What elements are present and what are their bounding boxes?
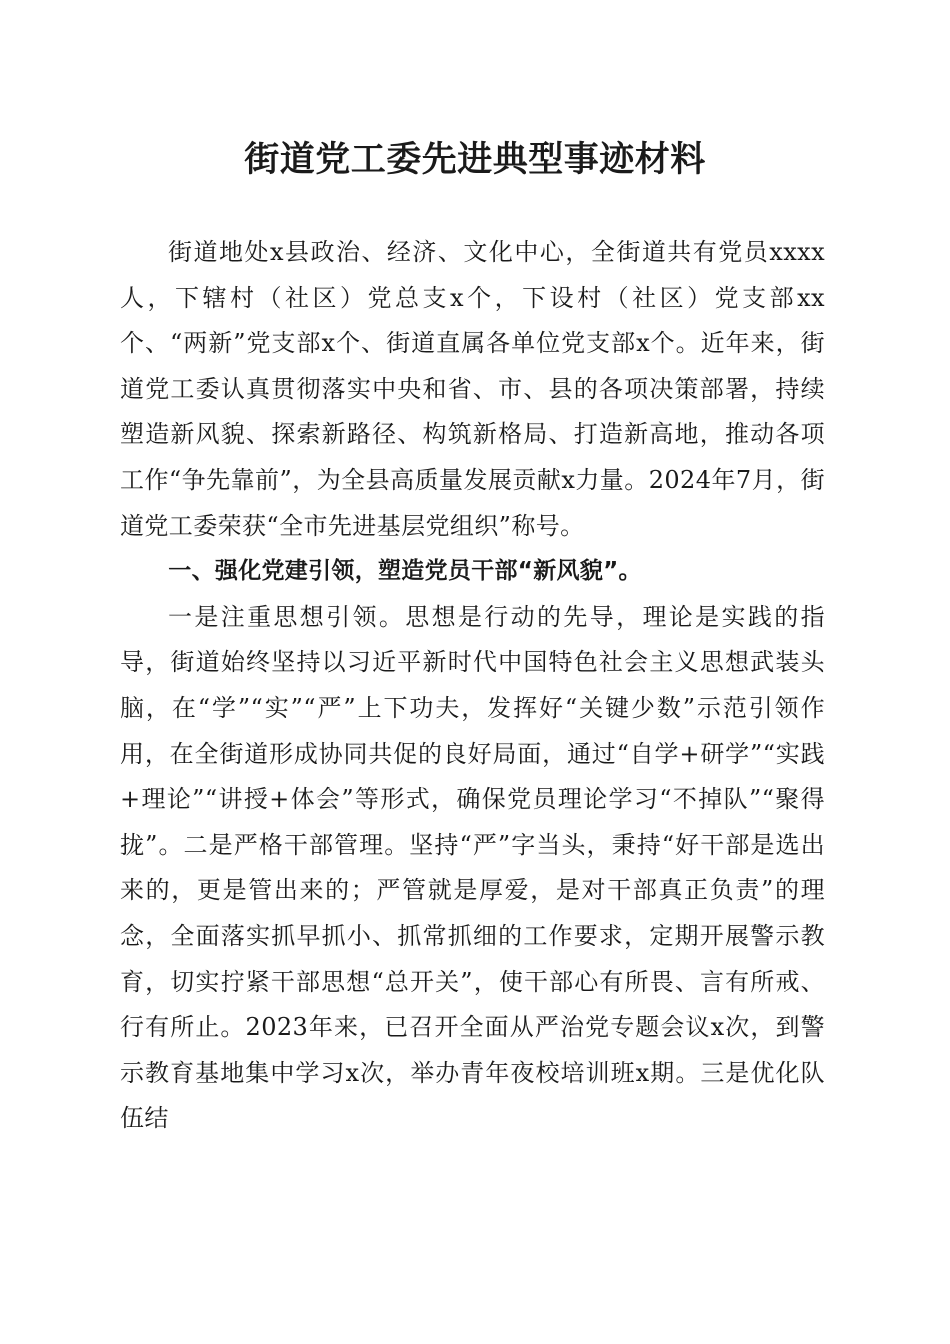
- document-title: 街道党工委先进典型事迹材料: [244, 139, 706, 180]
- section-heading-1: 一、强化党建引领，塑造党员干部“新风貌”。: [168, 558, 642, 585]
- section-1-paragraph: 一是注重思想引领。思想是行动的先导，理论是实践的指导，街道始终坚持以习近平新时代中国特色社会主义思想武装头脑，在“学”“实”“严”上下功夫，发挥好“关键少数”示范引领作用，在全街道形成协同共促的良好局面，通过“自学+研学”“实践+理论”“讲授+体会”等形式，确保党员理论学习“不掉队”“聚得拢”。二是严格干部管理。坚持“严”字当头，秉持“好干部是选出来的，更是管出来的；严管就是厚爱，是对干部真正负责”的理念，全面落实抓早抓小、抓常抓细的工作要求，定期开展警示教育，切实拧紧干部思想“总开关”，使干部心有所畏、言有所戒、行有所止。2023年来，已召开全面从严治党专题会议x次，到警示教育基地集中学习x次，举办青年夜校培训班x期。三是优化队伍结: [120, 602, 825, 1133]
- document-body: [120, 230, 825, 1142]
- intro-paragraph: 街道地处x县政治、经济、文化中心，全街道共有党员xxxx人，下辖村（社区）党总支x个，下设村（社区）党支部xx个、“两新”党支部x个、街道直属各单位党支部x个。近年来，街道党工委认真贯彻落实中央和省、市、县的各项决策部署，持续塑造新风貌、探索新路径、构筑新格局、打造新高地，推动各项工作“争先靠前”，为全县高质量发展贡献x力量。2024年7月，街道党工委荣获“全市先进基层党组织”称号。: [120, 238, 825, 540]
